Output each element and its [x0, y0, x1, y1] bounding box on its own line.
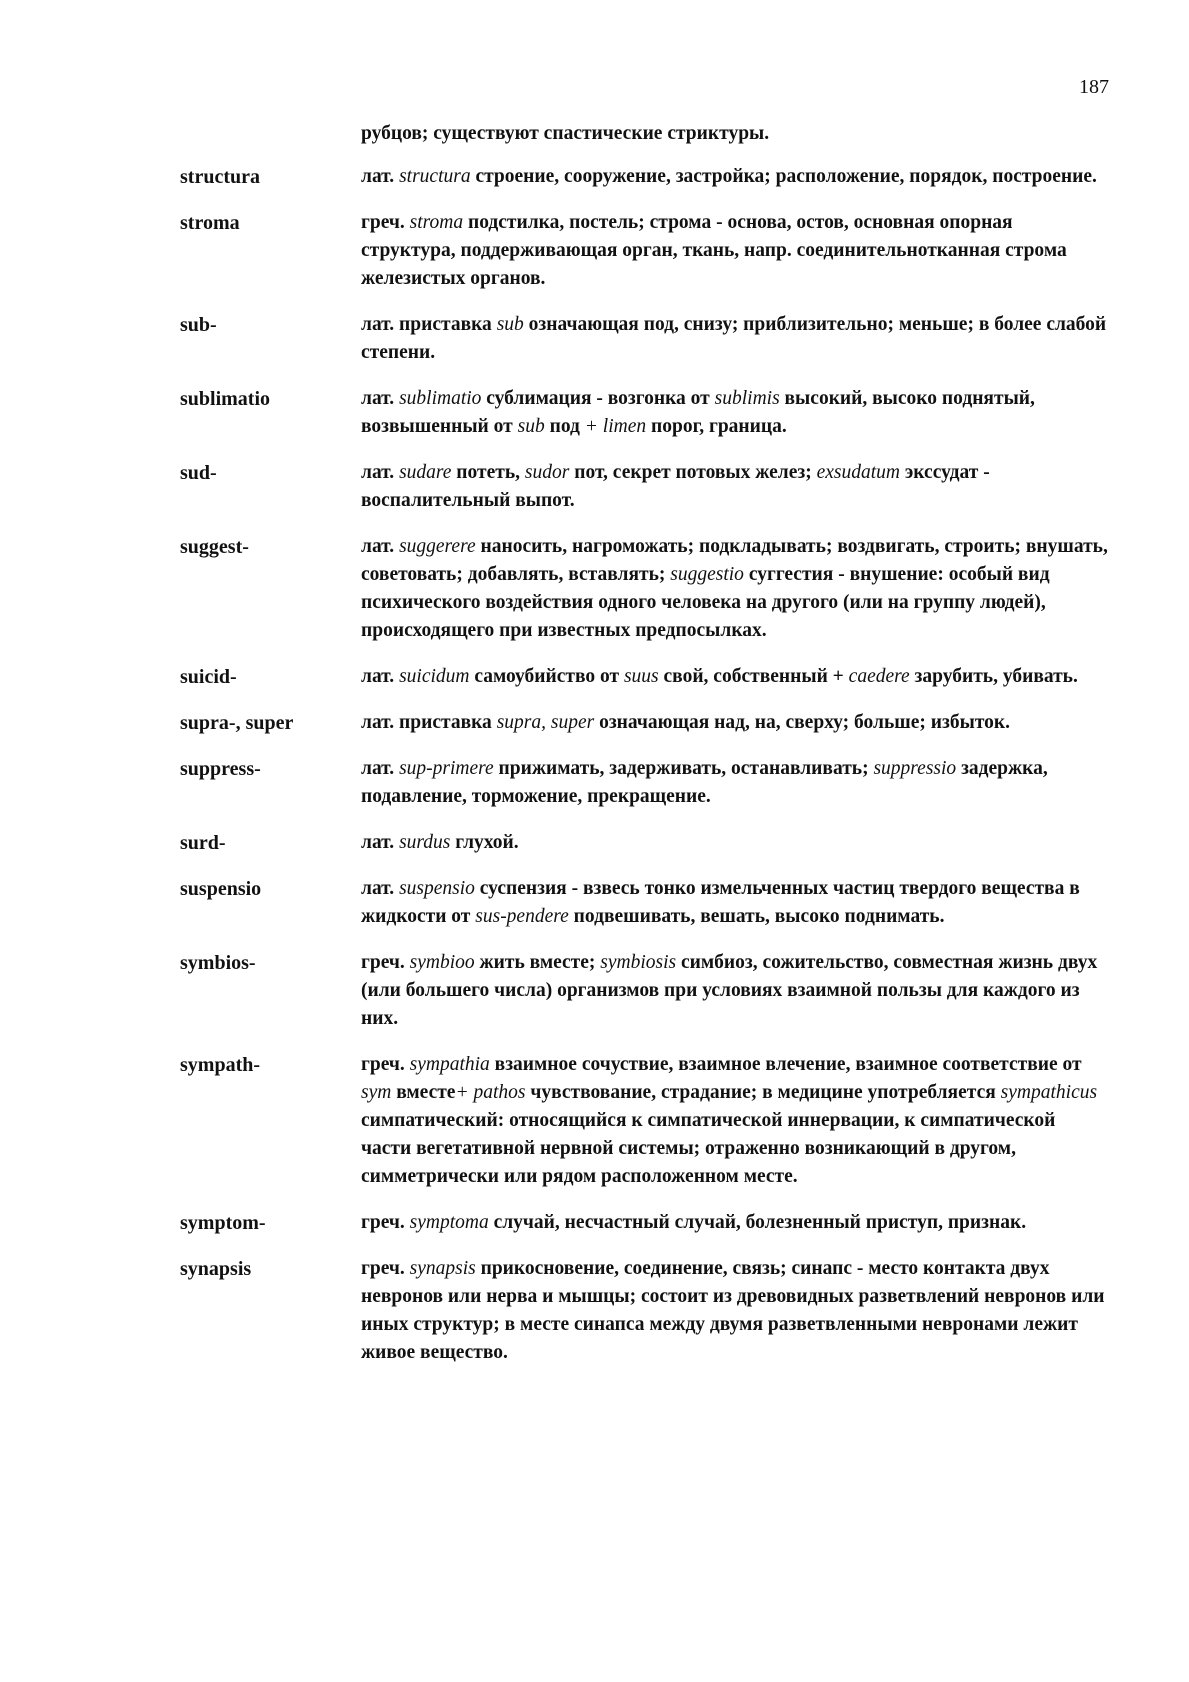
definition-text-segment: вместе: [391, 1082, 456, 1103]
definition-latin-segment: sudor: [524, 462, 570, 483]
definition-text-segment: лат.: [361, 758, 400, 779]
definition-text-segment: суспензия - взвесь тонко измельченных частиц твердого вещества в жидкости от: [361, 878, 1080, 927]
definition-latin-segment: + pathos: [455, 1082, 526, 1103]
definition-text-segment: наносить, нагроможать; подкладывать; воздвигать, строить; внушать, советовать; добавлять, вставлять;: [361, 536, 1108, 585]
definition-text-segment: лат.: [361, 462, 400, 483]
entry-definition: [361, 755, 1110, 811]
definition-latin-segment: sub: [496, 314, 524, 335]
definition-latin-segment: synapsis: [409, 1258, 476, 1279]
definition-text-segment: греч.: [361, 1258, 410, 1279]
definition-text-segment: случай, несчастный случай, болезненный приступ, признак.: [488, 1212, 1027, 1233]
definition-latin-segment: supra, super: [496, 712, 595, 733]
glossary-entry: [180, 829, 1110, 857]
entry-definition: [361, 709, 1110, 737]
definition-text-segment: лат.: [361, 166, 400, 187]
definition-latin-segment: exsudatum: [816, 462, 900, 483]
entry-term: stroma: [180, 212, 240, 234]
definition-latin-segment: suggerere: [399, 536, 476, 557]
definition-latin-segment: + limen: [584, 416, 647, 437]
definition-text-segment: сублимация - возгонка от: [481, 388, 715, 409]
definition-latin-segment: suicidum: [399, 666, 470, 687]
definition-text-segment: порог, граница.: [646, 416, 787, 437]
entry-definition: [361, 209, 1110, 293]
definition-text-segment: жить вместе;: [474, 952, 601, 973]
definition-latin-segment: sudare: [399, 462, 452, 483]
glossary-entry: [180, 755, 1110, 811]
glossary-entry: [180, 311, 1110, 367]
entry-definition: [361, 949, 1110, 1033]
glossary-entry: [180, 209, 1110, 293]
entry-definition: [361, 163, 1110, 191]
definition-latin-segment: suppressio: [873, 758, 957, 779]
definition-text-segment: лат.: [361, 878, 400, 899]
definition-latin-segment: sublimatio: [399, 388, 482, 409]
definition-latin-segment: symptoma: [409, 1212, 489, 1233]
glossary-entry: [180, 709, 1110, 737]
entry-term: sympath-: [180, 1054, 261, 1076]
definition-text-segment: высокий, высоко поднятый, возвышенный от: [361, 388, 1035, 437]
glossary-entry: [180, 163, 1110, 191]
definition-text-segment: греч.: [361, 1212, 410, 1233]
definition-text-segment: симпатический: относящийся к симпатической иннервации, к симпатической части вегетативной нервной системы; отраженно возникающий в другом, симметрически или рядом расположенном месте.: [361, 1110, 1056, 1187]
definition-text-segment: лат.: [361, 536, 400, 557]
entry-definition: [361, 829, 1110, 857]
definition-text-segment: зарубить, убивать.: [909, 666, 1078, 687]
glossary-entry: [180, 875, 1110, 931]
entry-definition: [361, 459, 1110, 515]
entry-term: symbios-: [180, 952, 256, 974]
entry-term: supra-, super: [180, 712, 294, 734]
definition-text-segment: экссудат - воспалительный выпот.: [361, 462, 990, 511]
definition-text-segment: подвешивать, вешать, высоко поднимать.: [568, 906, 945, 927]
definition-text-segment: самоубийство от: [469, 666, 624, 687]
continuation-text: рубцов; существуют спастические стриктуры.: [361, 123, 770, 144]
entry-term: suggest-: [180, 536, 249, 558]
definition-latin-segment: suus: [623, 666, 659, 687]
entry-definition: [361, 1051, 1110, 1191]
entry-definition: [361, 1255, 1110, 1367]
entry-term: sub-: [180, 314, 217, 336]
entry-definition: [361, 311, 1110, 367]
glossary-entry: [180, 533, 1110, 645]
definition-latin-segment: suggestio: [670, 564, 744, 585]
definition-text-segment: греч.: [361, 952, 410, 973]
definition-text-segment: прижимать, задерживать, останавливать;: [493, 758, 874, 779]
glossary-entry: [180, 949, 1110, 1033]
definition-latin-segment: stroma: [409, 212, 464, 233]
definition-text-segment: свой, собственный +: [658, 666, 849, 687]
definition-latin-segment: symbioo: [409, 952, 475, 973]
definition-text-segment: греч.: [361, 212, 410, 233]
glossary-entry: [180, 1255, 1110, 1367]
definition-text-segment: прикосновение, соединение, связь; синапс - место контакта двух невронов или нерва и мышцы; состоит из древовидных разветвлений невронов или иных структур; в месте синапса между двумя разветвленными невронами лежит живое вещество.: [361, 1258, 1105, 1363]
page-number: 187: [1079, 76, 1109, 98]
definition-text-segment: лат.: [361, 388, 400, 409]
definition-text-segment: строение, сооружение, застройка; расположение, порядок, построение.: [470, 166, 1097, 187]
definition-latin-segment: sympathicus: [1000, 1082, 1098, 1103]
definition-text-segment: лат. приставка: [361, 712, 497, 733]
entry-definition: [361, 533, 1110, 645]
entry-definition: [361, 1209, 1110, 1237]
definition-latin-segment: symbiosis: [600, 952, 677, 973]
definition-latin-segment: suspensio: [399, 878, 475, 899]
definition-text-segment: чувствование, страдание; в медицине употребляется: [525, 1082, 1001, 1103]
definition-text-segment: лат. приставка: [361, 314, 497, 335]
definition-latin-segment: sublimis: [714, 388, 780, 409]
definition-text-segment: взаимное сочуствие, взаимное влечение, взаимное соответствие от: [489, 1054, 1082, 1075]
entry-term: suicid-: [180, 666, 237, 688]
definition-latin-segment: sus-pendere: [475, 906, 569, 927]
glossary-entry: [180, 663, 1110, 691]
entry-term: sud-: [180, 462, 217, 484]
entry-term: suspensio: [180, 878, 262, 900]
entry-term: sublimatio: [180, 388, 271, 410]
definition-text-segment: суггестия - внушение: особый вид психического воздействия одного человека на другого (или на группу людей), происходящего при известных предпосылках.: [361, 564, 1050, 641]
entry-term: symptom-: [180, 1212, 266, 1234]
definition-latin-segment: sub: [517, 416, 545, 437]
definition-text-segment: означающая над, на, сверху; больше; избыток.: [594, 712, 1010, 733]
definition-latin-segment: sym: [361, 1082, 392, 1103]
glossary-entry: [180, 385, 1110, 441]
entry-term: structura: [180, 166, 260, 188]
definition-latin-segment: sup-primere: [399, 758, 494, 779]
definition-latin-segment: caedere: [848, 666, 910, 687]
entry-definition: [361, 385, 1110, 441]
definition-text-segment: лат.: [361, 832, 400, 853]
definition-text-segment: под: [544, 416, 585, 437]
definition-text-segment: симбиоз, сожительство, совместная жизнь двух (или большего числа) организмов при условиях взаимной пользы для каждого из них.: [361, 952, 1098, 1029]
definition-text-segment: пот, секрет потовых желез;: [569, 462, 817, 483]
definition-latin-segment: sympathia: [409, 1054, 490, 1075]
definition-latin-segment: surdus: [399, 832, 451, 853]
definition-text-segment: потеть,: [451, 462, 525, 483]
glossary-entry: [180, 1051, 1110, 1191]
definition-text-segment: подстилка, постель; строма - основа, остов, основная опорная структура, поддерживающая орган, ткань, напр. соединительнотканная строма железистых органов.: [361, 212, 1067, 289]
entry-definition: [361, 875, 1110, 931]
entry-definition: [361, 663, 1110, 691]
glossary-entry: [180, 459, 1110, 515]
glossary-entry: [180, 1209, 1110, 1237]
entry-term: synapsis: [180, 1258, 252, 1280]
definition-text-segment: означающая под, снизу; приблизительно; меньше; в более слабой степени.: [361, 314, 1107, 363]
entry-term: suppress-: [180, 758, 261, 780]
definition-text-segment: глухой.: [450, 832, 519, 853]
entry-term: surd-: [180, 832, 226, 854]
definition-text-segment: греч.: [361, 1054, 410, 1075]
glossary-entries: [180, 163, 1110, 1385]
definition-text-segment: лат.: [361, 666, 400, 687]
definition-text-segment: задержка, подавление, торможение, прекращение.: [361, 758, 1048, 807]
definition-latin-segment: structura: [399, 166, 471, 187]
